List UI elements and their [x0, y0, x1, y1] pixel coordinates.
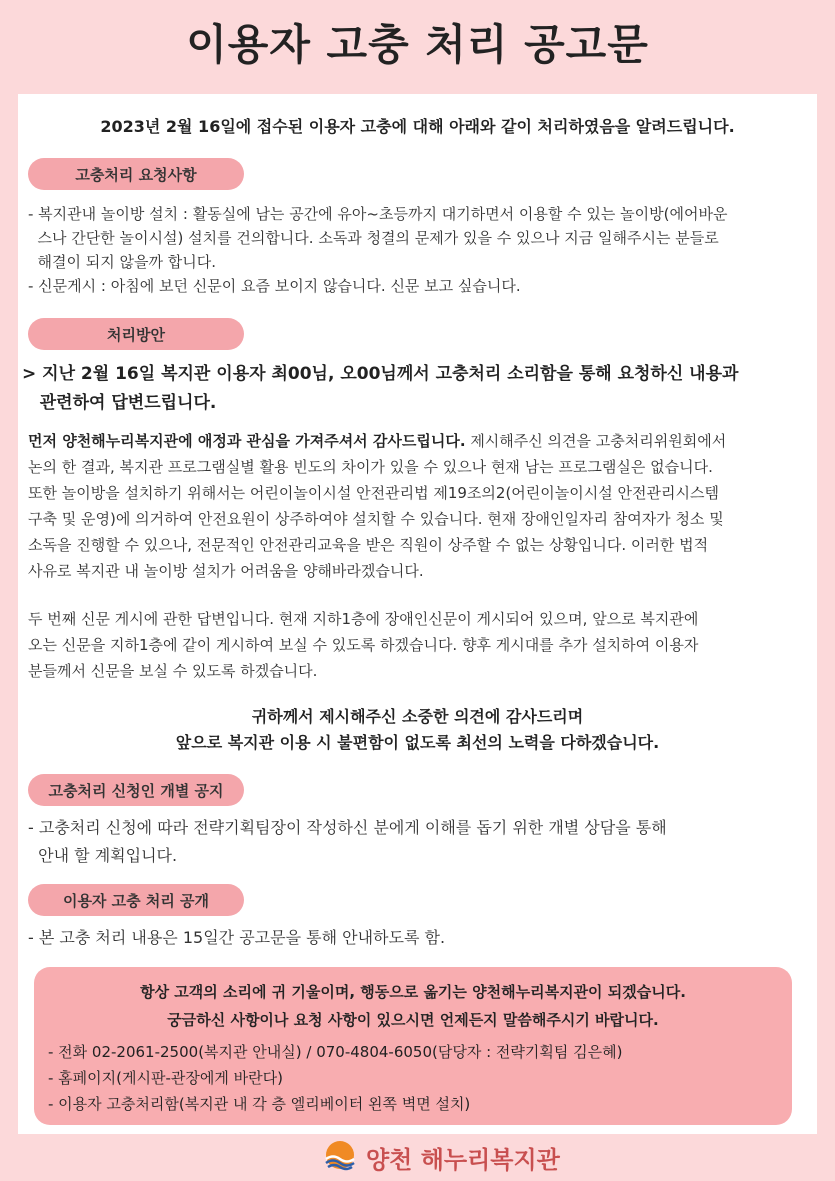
request-line: - 복지관내 놀이방 설치 : 활동실에 남는 공간에 유아~초등까지 대기하면서 이용할 수 있는 놀이방(에어바운 [28, 205, 728, 223]
notice-line: 안내 할 계획입니다. [28, 846, 178, 865]
request-line: 스나 간단한 놀이시설) 설치를 건의합니다. 소독과 청결의 문제가 있을 수 있으나 지금 일해주시는 분들로 [28, 229, 719, 247]
request-line: 해결이 되지 않을까 합니다. [28, 253, 216, 271]
section-label-request: 고충처리 요청사항 [28, 158, 244, 190]
answer-heading-line: 관련하여 답변드립니다. [22, 393, 217, 413]
contact-homepage: - 홈페이지(게시판-관장에게 바란다) [48, 1069, 283, 1087]
paragraph-line: 구축 및 운영)에 의거하여 안전요원이 상주하여야 설치할 수 있습니다. 현재 장애인일자리 참여자가 청소 및 [28, 510, 724, 528]
paragraph-line: 논의 한 결과, 복지관 프로그램실별 활용 빈도의 차이가 있을 수 있으나 현재 남는 프로그램실은 없습니다. [28, 458, 713, 476]
paragraph-line: 분들께서 신문을 보실 수 있도록 하겠습니다. [28, 662, 318, 680]
closing-message [18, 704, 817, 756]
answer-paragraph-2 [28, 606, 698, 684]
org-logo [322, 1137, 560, 1177]
section-label-disclosure: 이용자 고충 처리 공개 [28, 884, 244, 916]
closing-line: 앞으로 복지관 이용 시 불편함이 없도록 최선의 노력을 다하겠습니다. [175, 733, 660, 752]
para1-first-rest: 제시해주신 의견을 고충처리위원회에서 [465, 432, 727, 450]
paragraph-line [28, 428, 726, 454]
request-list [28, 202, 727, 298]
disclosure-list [28, 924, 445, 952]
contact-suggestion-box: - 이용자 고충처리함(복지관 내 각 층 엘리베이터 왼쪽 벽면 설치) [48, 1095, 471, 1113]
paragraph-line: 소독을 진행할 수 있으나, 전문적인 안전관리교육을 받은 직원이 상주할 수 없는 상황입니다. 이러한 법적 [28, 536, 709, 554]
contact-message-line: 항상 고객의 소리에 귀 기울이며, 행동으로 옮기는 양천해누리복지관이 되겠습니다. [140, 983, 686, 1001]
answer-heading [22, 360, 738, 418]
paragraph-line: 두 번째 신문 게시에 관한 답변입니다. 현재 지하1층에 장애인신문이 게시되어 있으며, 앞으로 복지관에 [28, 610, 699, 628]
logo-text: 양천 해누리복지관 [366, 1144, 560, 1174]
intro-text: 2023년 2월 16일에 접수된 이용자 고충에 대해 아래와 같이 처리하였음을 알려드립니다. [100, 117, 735, 136]
paragraph-line: 사유로 복지관 내 놀이방 설치가 어려움을 양해바라겠습니다. [28, 562, 424, 580]
request-line: - 신문게시 : 아침에 보던 신문이 요즘 보이지 않습니다. 신문 보고 싶습니다. [28, 277, 521, 295]
contact-phone: - 전화 02-2061-2500(복지관 안내실) / 070-4804-6050(담당자 : 전략기획팀 김은혜) [48, 1043, 623, 1061]
section-label-answer: 처리방안 [28, 318, 244, 350]
sun-over-waves-icon [322, 1139, 358, 1175]
notice-line: - 고충처리 신청에 따라 전략기획팀장이 작성하신 분에게 이해를 돕기 위한 개별 상담을 통해 [28, 818, 667, 837]
para1-bold-text: 먼저 양천해누리복지관에 애정과 관심을 가져주셔서 감사드립니다. [28, 432, 466, 450]
paragraph-line: 또한 놀이방을 설치하기 위해서는 어린이놀이시설 안전관리법 제19조의2(어린이놀이시설 안전관리시스템 [28, 484, 719, 502]
closing-line: 귀하께서 제시해주신 소중한 의견에 감사드리며 [251, 707, 584, 726]
section-label-notice: 고충처리 신청인 개별 공지 [28, 774, 244, 806]
disclosure-line: - 본 고충 처리 내용은 15일간 공고문을 통해 안내하도록 함. [28, 928, 446, 947]
notice-paper [18, 94, 817, 1134]
contact-message-line: 궁금하신 사항이나 요청 사항이 있으시면 언제든지 말씀해주시기 바랍니다. [167, 1011, 659, 1029]
answer-heading-line: > 지난 2월 16일 복지관 이용자 최00님, 오00님께서 고충처리 소리함을 통해 요청하신 내용과 [22, 364, 739, 384]
paragraph-line: 오는 신문을 지하1층에 같이 게시하여 보실 수 있도록 하겠습니다. 향후 게시대를 추가 설치하여 이용자 [28, 636, 699, 654]
answer-paragraph-1 [28, 428, 726, 584]
page-title: 이용자 고충 처리 공고문 [186, 20, 649, 69]
contact-box [34, 967, 792, 1125]
notice-list [28, 814, 667, 870]
